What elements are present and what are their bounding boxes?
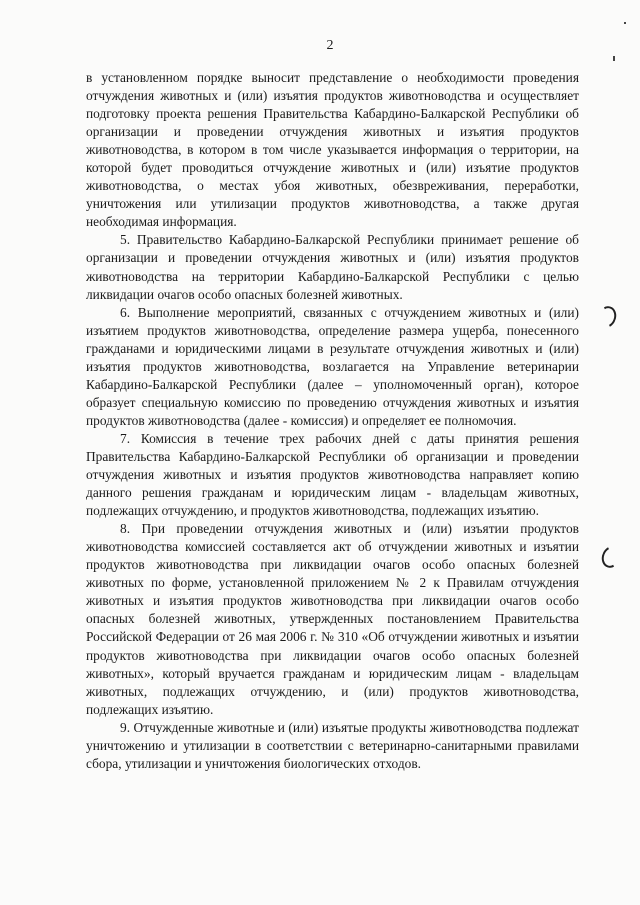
document-body [86,69,579,773]
paragraph-5: 5. Правительство Кабардино-Балкарской Республики принимает решение об организации и проведении отчуждения животных и (или) изъятия продуктов животноводства на территории Кабардино-Балкарской Республики с целью ликвидации очагов особо опасных болезней животных. [86,232,579,302]
paragraph-continuation: в установленном порядке выносит представление о необходимости проведения отчуждения животных и (или) изъятия продуктов животноводства и осуществляет подготовку проекта решения Правительства Кабардино-Балкарской Республики об организации и проведении отчуждения животных и изъятия продуктов животноводства, в котором в том числе указывается информация о территории, на которой будет проводиться отчуждение животных и (или) изъятие продуктов животноводства, о местах убоя животных, обезвреживания, переработки, уничтожения или утилизации продуктов животноводства, а также другая необходимая информация. [86,70,579,230]
punch-hole-mark [599,544,623,571]
paragraph-8: 8. При проведении отчуждения животных и (или) изъятии продуктов животноводства комиссией составляется акт об отчуждении животных и изъятии продуктов животноводства при ликвидации очагов особо опасных болезней животных по форме, установленной приложением № 2 к Правилам отчуждения животных и изъятия продуктов животноводства при ликвидации очагов особо опасных болезней животных, утвержденных постановлением Правительства Российской Федерации от 26 мая 2006 г. № 310 «Об отчуждении животных и изъятии продуктов животноводства при ликвидации очагов особо опасных болезней животных», который вручается гражданам и юридическим лицам - владельцам животных, подлежащих отчуждению, и (или) продуктов животноводства, подлежащих изъятию. [86,521,579,717]
punch-hole-mark [595,304,619,331]
scan-speck [613,56,615,61]
page-number: 2 [326,38,334,53]
paragraph-6: 6. Выполнение мероприятий, связанных с отчуждением животных и (или) изъятием продуктов животноводства, определение размера ущерба, понесенного гражданами и юридическими лицами в результате отчуждения животных и (или) изъятия продуктов животноводства, возлагается на Управление ветеринарии Кабардино-Балкарской Республики (далее – уполномоченный орган), которое образует специальную комиссию по проведению отчуждения животных и изъятия продуктов животноводства (далее - комиссия) и определяет ее полномочия. [86,304,579,428]
paragraph-7: 7. Комиссия в течение трех рабочих дней с даты принятия решения Правительства Кабардино-Балкарской Республики об организации и проведении отчуждения животных и изъятия продуктов животноводства направляет копию данного решения гражданам и юридическим лицам - владельцам животных, подлежащих отчуждению, и продуктов животноводства, подлежащих изъятию. [86,430,579,519]
paragraph-9: 9. Отчужденные животные и (или) изъятые продукты животноводства подлежат уничтожению и утилизации в соответствии с ветеринарно-санитарными правилами сбора, утилизации и уничтожения биологических отходов. [86,719,579,771]
scan-speck [624,22,626,24]
